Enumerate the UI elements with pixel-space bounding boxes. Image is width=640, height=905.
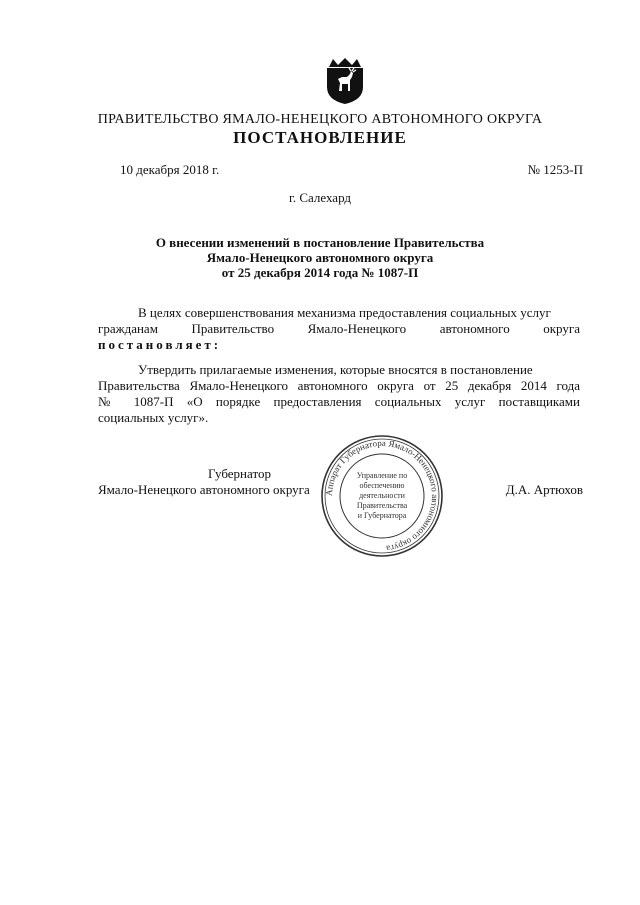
signatory-position [98,466,310,498]
document-city: г. Салехард [288,190,352,205]
paragraph-resolution [98,362,580,426]
coat-of-arms-icon [323,57,367,105]
document-type: ПОСТАНОВЛЕНИЕ [233,128,407,147]
text-line: гражданам Правительство Ямало-Ненецкого автономного округа [98,321,580,336]
stamp-text-line: Управление по [356,471,408,480]
document-title [0,235,640,280]
title-line: О внесении изменений в постановление Правительства [155,235,485,250]
stamp-text-line: обеспечению [359,481,405,490]
title-line: от 25 декабря 2014 года № 1087-П [221,265,419,280]
text-line: социальных услуг». [98,410,209,425]
paragraph-preamble [98,305,580,353]
position-title: Губернатор [208,466,271,481]
stamp-text-line: и Губернатора [357,511,407,520]
text-line: Правительства Ямало-Ненецкого автономного округа от 25 декабря 2014 года [98,378,580,393]
text-line: В целях совершенствования механизма предоставления социальных услуг [138,305,551,320]
stamp-text-line: деятельности [359,491,405,500]
text-line: Утвердить прилагаемые изменения, которые вносятся в постановление [138,362,533,377]
document-date: 10 декабря 2018 г. [120,162,220,177]
official-seal-icon [318,432,446,560]
title-line: Ямало-Ненецкого автономного округа [206,250,434,265]
document-number: № 1253-П [527,162,583,177]
text-line: № 1087-П «О порядке предоставления социальных услуг поставщиками [98,394,580,409]
position-region: Ямало-Ненецкого автономного округа [98,482,310,497]
signatory-name: Д.А. Артюхов [505,482,583,497]
government-name: ПРАВИТЕЛЬСТВО ЯМАЛО-НЕНЕЦКОГО АВТОНОМНОГО ОКРУГА [97,112,543,127]
resolution-word: постановляет: [98,337,222,352]
stamp-text-line: Правительства [356,501,408,510]
stamp-ring-text: Аппарат Губернатора Ямало-Ненецкого автономного округа [323,437,441,554]
